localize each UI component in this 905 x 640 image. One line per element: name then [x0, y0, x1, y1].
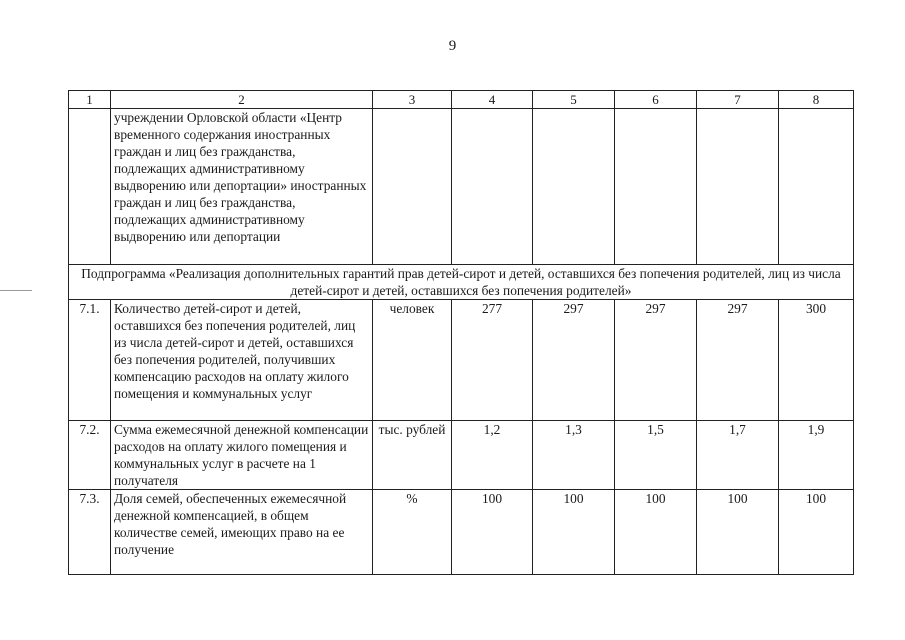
row-name: Доля семей, обеспеченных ежемесячной денежной компенсацией, в общем количестве семей, имеющих право на ее получение — [111, 490, 373, 575]
row-value — [779, 109, 854, 265]
row-unit: человек — [373, 300, 452, 421]
column-header-6: 6 — [615, 91, 697, 109]
row-value: 1,3 — [533, 421, 615, 490]
row-number: 7.1. — [69, 300, 111, 421]
row-name: Сумма ежемесячной денежной компенсации расходов на оплату жилого помещения и коммунальных услуг в расчете на 1 получателя — [111, 421, 373, 490]
row-value: 300 — [779, 300, 854, 421]
table-row — [69, 300, 854, 421]
row-name: учреждении Орловской области «Центр временного содержания иностранных граждан и лиц без гражданства, подлежащих административному выдворению или депортации» иностранных граждан и лиц без гражданства, подлежащих административному выдворению или депортации — [111, 109, 373, 265]
row-value: 277 — [452, 300, 533, 421]
row-value: 297 — [533, 300, 615, 421]
row-unit: тыс. рублей — [373, 421, 452, 490]
row-number: 7.2. — [69, 421, 111, 490]
row-number: 7.3. — [69, 490, 111, 575]
subprogram-title: Подпрограмма «Реализация дополнительных гарантий прав детей-сирот и детей, оставшихся без попечения родителей, лиц из числа детей-сирот и детей, оставшихся без попечения родителей» — [69, 265, 854, 300]
row-value: 297 — [697, 300, 779, 421]
column-header-4: 4 — [452, 91, 533, 109]
table-row — [69, 490, 854, 575]
row-unit — [373, 109, 452, 265]
indicators-table — [68, 90, 854, 575]
column-header-8: 8 — [779, 91, 854, 109]
margin-mark — [0, 290, 32, 291]
row-value: 100 — [697, 490, 779, 575]
column-header-7: 7 — [697, 91, 779, 109]
row-value — [615, 109, 697, 265]
row-value: 297 — [615, 300, 697, 421]
subprogram-row — [69, 265, 854, 300]
row-value: 100 — [779, 490, 854, 575]
row-value — [697, 109, 779, 265]
row-value: 1,2 — [452, 421, 533, 490]
row-value — [533, 109, 615, 265]
row-value: 100 — [615, 490, 697, 575]
row-unit: % — [373, 490, 452, 575]
row-value — [452, 109, 533, 265]
column-header-1: 1 — [69, 91, 111, 109]
column-header-5: 5 — [533, 91, 615, 109]
column-header-2: 2 — [111, 91, 373, 109]
column-number-header — [69, 91, 854, 109]
row-value: 1,5 — [615, 421, 697, 490]
row-value: 1,7 — [697, 421, 779, 490]
row-number — [69, 109, 111, 265]
row-value: 1,9 — [779, 421, 854, 490]
row-value: 100 — [452, 490, 533, 575]
column-header-3: 3 — [373, 91, 452, 109]
table-row-continuation — [69, 109, 854, 265]
row-name: Количество детей-сирот и детей, оставшихся без попечения родителей, лиц из числа детей-сирот и детей, оставшихся без попечения родителей, получивших компенсацию расходов на оплату жилого помещения и коммунальных услуг — [111, 300, 373, 421]
table-row — [69, 421, 854, 490]
page-number: 9 — [448, 38, 457, 54]
row-value: 100 — [533, 490, 615, 575]
